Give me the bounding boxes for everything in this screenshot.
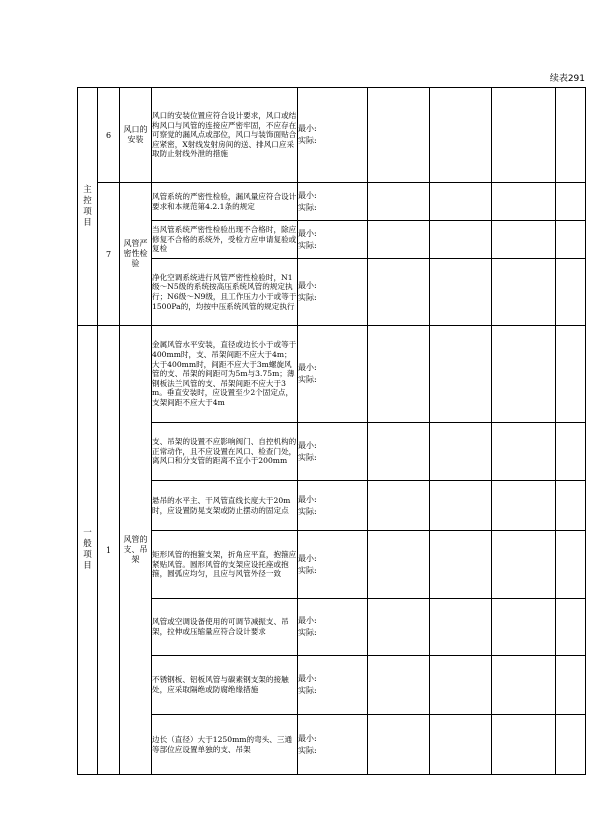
actual-label: 实际: — [298, 202, 317, 212]
blank-cell[interactable] — [368, 715, 430, 775]
blank-cell[interactable] — [492, 531, 556, 599]
blank-cell[interactable] — [430, 423, 492, 481]
blank-cell[interactable] — [368, 183, 430, 221]
min-label: 最小: — [298, 616, 317, 625]
blank-cell[interactable] — [492, 221, 556, 259]
measurement-cell[interactable] — [298, 88, 368, 183]
measurement-cell[interactable] — [298, 531, 368, 599]
actual-label: 实际: — [298, 565, 317, 575]
requirement-text: 矩形风管的抱箍支架，折角应平直，抱箍应紧贴风管。圆形风管的支架应设托座或抱箍，圆弧应均匀，且应与风管外径一致 — [152, 531, 298, 599]
blank-cell[interactable] — [492, 656, 556, 715]
blank-cell[interactable] — [492, 259, 556, 326]
actual-label: 实际: — [298, 136, 317, 145]
measurement-cell[interactable] — [298, 715, 368, 775]
blank-cell[interactable] — [368, 531, 430, 599]
item-name: 风口的安装 — [120, 88, 152, 183]
blank-cell[interactable] — [430, 656, 492, 715]
requirement-text: 不锈钢板、铝板风管与碳素钢支架的接触处，应采取隔绝或防腐绝缘措施 — [152, 656, 298, 715]
actual-label: 实际: — [298, 628, 317, 637]
table-row — [78, 531, 586, 599]
table-row — [78, 599, 586, 656]
blank-cell[interactable] — [368, 259, 430, 326]
blank-cell[interactable] — [430, 481, 492, 531]
item-number: 7 — [98, 183, 120, 326]
measurement-cell[interactable] — [298, 599, 368, 656]
blank-cell[interactable] — [430, 599, 492, 656]
min-label: 最小: — [298, 440, 317, 450]
requirement-text: 金属风管水平安装，直径或边长小于或等于400mm时，支、吊架间距不应大于4m；大于400mm时，间距不应大于3m螺旋风管的支、吊架的间距可为5m与3.75m；薄钢板法兰风管的支、吊架间距不应大于3m。垂直安装时，应设置至少2个固定点，支架间距不应大于4m — [152, 326, 298, 423]
blank-cell[interactable] — [492, 183, 556, 221]
blank-cell[interactable] — [492, 715, 556, 775]
blank-cell[interactable] — [556, 656, 586, 715]
measurement-cell[interactable] — [298, 656, 368, 715]
blank-cell[interactable] — [492, 326, 556, 423]
blank-cell[interactable] — [368, 326, 430, 423]
min-label: 最小: — [298, 494, 317, 504]
blank-cell[interactable] — [492, 599, 556, 656]
table-row — [78, 481, 586, 531]
actual-label: 实际: — [298, 686, 317, 695]
blank-cell[interactable] — [368, 423, 430, 481]
actual-label: 实际: — [298, 240, 317, 250]
blank-cell[interactable] — [492, 481, 556, 531]
blank-cell[interactable] — [556, 221, 586, 259]
measurement-cell[interactable] — [298, 481, 368, 531]
requirement-text: 风管或空调设备使用的可调节减振支、吊架，拉伸或压缩量应符合设计要求 — [152, 599, 298, 656]
inspection-table — [77, 87, 586, 775]
item-number: 6 — [98, 88, 120, 183]
actual-label: 实际: — [298, 452, 317, 462]
blank-cell[interactable] — [430, 531, 492, 599]
blank-cell[interactable] — [430, 715, 492, 775]
requirement-text: 净化空调系统进行风管严密性检验时，N1级～N5级的系统按高压系统风管的规定执行；N6级～N9级，且工作压力小于或等于1500Pa的，均按中压系统风管的规定执行 — [152, 259, 298, 326]
item-number: 1 — [98, 326, 120, 775]
blank-cell[interactable] — [556, 531, 586, 599]
requirement-text: 当风管系统严密性检验出现不合格时，除应修复不合格的系统外，受检方应申请复验或复检 — [152, 221, 298, 259]
min-label: 最小: — [298, 733, 317, 743]
blank-cell[interactable] — [430, 259, 492, 326]
requirement-text: 风管系统的严密性检验，漏风量应符合设计要求和本规范第4.2.1条的规定 — [152, 183, 298, 221]
requirement-text: 悬吊的水平主、干风管直线长度大于20m时，应设置防晃支架或防止摆动的固定点 — [152, 481, 298, 531]
table-row — [78, 88, 586, 183]
blank-cell[interactable] — [430, 221, 492, 259]
table-row — [78, 221, 586, 259]
measurement-cell[interactable] — [298, 423, 368, 481]
blank-cell[interactable] — [368, 221, 430, 259]
item-name: 风管的支、吊架 — [120, 326, 152, 775]
min-label: 最小: — [298, 124, 317, 133]
measurement-cell[interactable] — [298, 326, 368, 423]
measurement-cell[interactable] — [298, 183, 368, 221]
blank-cell[interactable] — [430, 326, 492, 423]
min-label: 最小: — [298, 674, 317, 683]
measurement-cell[interactable] — [298, 221, 368, 259]
actual-label: 实际: — [298, 375, 317, 384]
actual-label: 实际: — [298, 506, 317, 516]
blank-cell[interactable] — [556, 183, 586, 221]
item-name: 风管严密性检验 — [120, 183, 152, 326]
blank-cell[interactable] — [492, 423, 556, 481]
blank-cell[interactable] — [368, 599, 430, 656]
page-number-label: 续表291 — [549, 74, 585, 84]
blank-cell[interactable] — [368, 481, 430, 531]
blank-cell[interactable] — [556, 423, 586, 481]
min-label: 最小: — [298, 190, 317, 200]
blank-cell[interactable] — [556, 88, 586, 183]
table-row — [78, 715, 586, 775]
blank-cell[interactable] — [556, 599, 586, 656]
min-label: 最小: — [298, 363, 317, 372]
min-label: 最小: — [298, 281, 317, 290]
requirement-text: 风口的安装位置应符合设计要求，风口或结构风口与风管的连接应严密牢固，不应存在可察觉的漏风点或部位，风口与装饰面贴合应紧密，X射线发射房间的送、排风口应采取防止射线外泄的措施 — [152, 88, 298, 183]
table-row — [78, 423, 586, 481]
blank-cell[interactable] — [556, 715, 586, 775]
measurement-cell[interactable] — [298, 259, 368, 326]
blank-cell[interactable] — [556, 481, 586, 531]
blank-cell[interactable] — [430, 88, 492, 183]
min-label: 最小: — [298, 228, 317, 238]
requirement-text: 边长（直径）大于1250mm的弯头、三通等部位应设置单独的支、吊架 — [152, 715, 298, 775]
section-label-general: 一 般 项 目 — [78, 326, 98, 775]
blank-cell[interactable] — [368, 656, 430, 715]
blank-cell[interactable] — [368, 88, 430, 183]
min-label: 最小: — [298, 553, 317, 563]
table-row — [78, 656, 586, 715]
table-row — [78, 259, 586, 326]
actual-label: 实际: — [298, 293, 317, 302]
blank-cell[interactable] — [556, 259, 586, 326]
blank-cell[interactable] — [492, 88, 556, 183]
section-label-main: 主 控 项 目 — [78, 88, 98, 326]
table-row — [78, 183, 586, 221]
requirement-text: 支、吊架的设置不应影响阀门、自控机构的正常动作，且不应设置在风口、检查门处，离风口和分支管的距离不宜小于200mm — [152, 423, 298, 481]
table-row — [78, 326, 586, 423]
blank-cell[interactable] — [556, 326, 586, 423]
actual-label: 实际: — [298, 745, 317, 755]
blank-cell[interactable] — [430, 183, 492, 221]
